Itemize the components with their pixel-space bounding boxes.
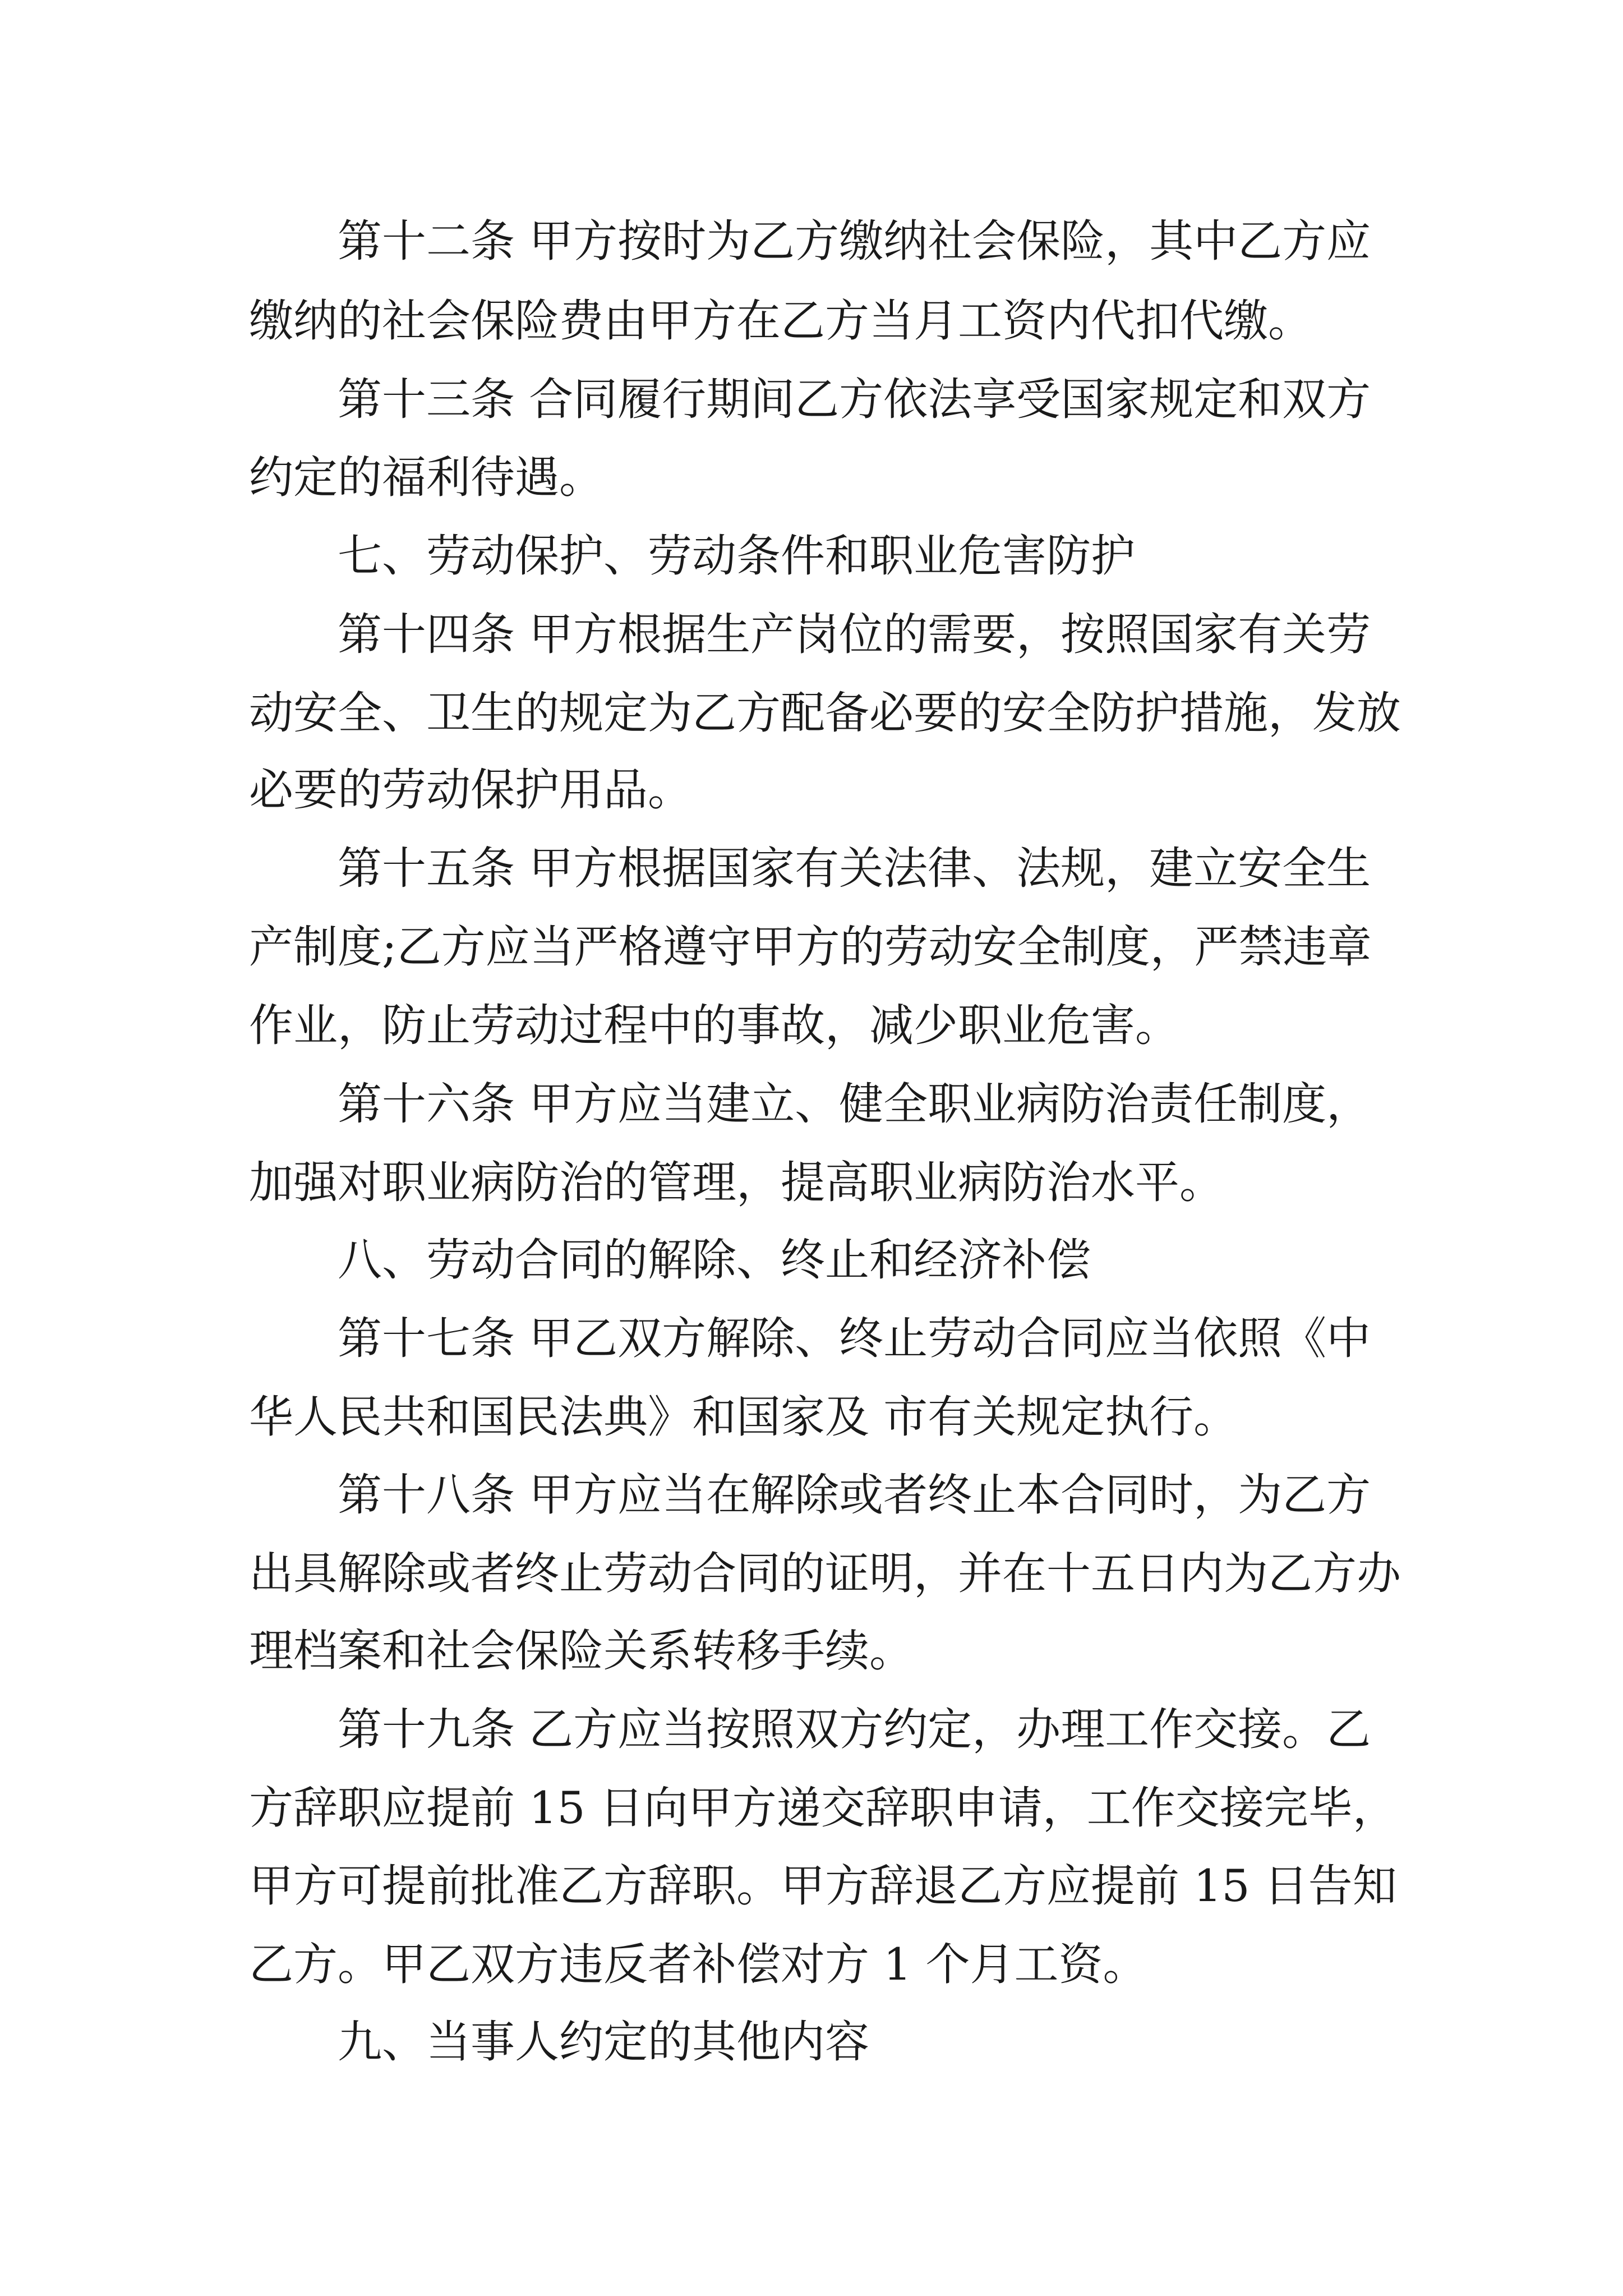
article-17-line-2: 华人民共和国民法典》和国家及 市有关规定执行。 [249, 1391, 1238, 1443]
article-19-line-2: 方辞职应提前 15 日向甲方递交辞职申请，工作交接完毕， [249, 1782, 1397, 1834]
article-15-line-1: 第十五条 甲方根据国家有关法律、法规，建立安全生 [338, 843, 1371, 894]
article-16-line-2: 加强对职业病防治的管理，提高职业病防治水平。 [249, 1157, 1224, 1208]
article-15-line-3: 作业，防止劳动过程中的事故，减少职业危害。 [249, 1000, 1179, 1051]
article-19-line-3: 甲方可提前批准乙方辞职。甲方辞退乙方应提前 15 日告知 [249, 1860, 1397, 1912]
article-12-line-2: 缴纳的社会保险费由甲方在乙方当月工资内代扣代缴。 [249, 295, 1312, 347]
article-12-line-1: 第十二条 甲方按时为乙方缴纳社会保险，其中乙方应 [338, 215, 1371, 267]
article-14-line-3: 必要的劳动保护用品。 [249, 764, 692, 816]
article-16-line-1: 第十六条 甲方应当建立、健全职业病防治责任制度， [338, 1078, 1371, 1130]
section-7-heading: 七、劳动保护、劳动条件和职业危害防护 [338, 530, 1135, 582]
article-14-line-1: 第十四条 甲方根据生产岗位的需要，按照国家有关劳 [338, 609, 1371, 660]
article-15-line-2: 产制度;乙方应当严格遵守甲方的劳动安全制度，严禁违章 [249, 921, 1372, 973]
article-14-line-2: 动安全、卫生的规定为乙方配备必要的安全防护措施，发放 [249, 687, 1401, 739]
article-17-line-1: 第十七条 甲乙双方解除、终止劳动合同应当依照《中 [338, 1313, 1371, 1364]
section-9-heading: 九、当事人约定的其他内容 [338, 2016, 869, 2068]
article-13-line-2: 约定的福利待遇。 [249, 452, 603, 503]
article-19-line-1: 第十九条 乙方应当按照双方约定，办理工作交接。乙 [338, 1704, 1371, 1755]
section-8-heading: 八、劳动合同的解除、终止和经济补偿 [338, 1234, 1091, 1286]
article-19-line-4: 乙方。甲乙双方违反者补偿对方 1 个月工资。 [249, 1939, 1147, 1990]
article-13-line-1: 第十三条 合同履行期间乙方依法享受国家规定和双方 [338, 374, 1371, 425]
article-18-line-1: 第十八条 甲方应当在解除或者终止本合同时，为乙方 [338, 1469, 1371, 1521]
article-18-line-2: 出具解除或者终止劳动合同的证明，并在十五日内为乙方办 [249, 1548, 1401, 1599]
article-18-line-3: 理档案和社会保险关系转移手续。 [249, 1625, 914, 1677]
